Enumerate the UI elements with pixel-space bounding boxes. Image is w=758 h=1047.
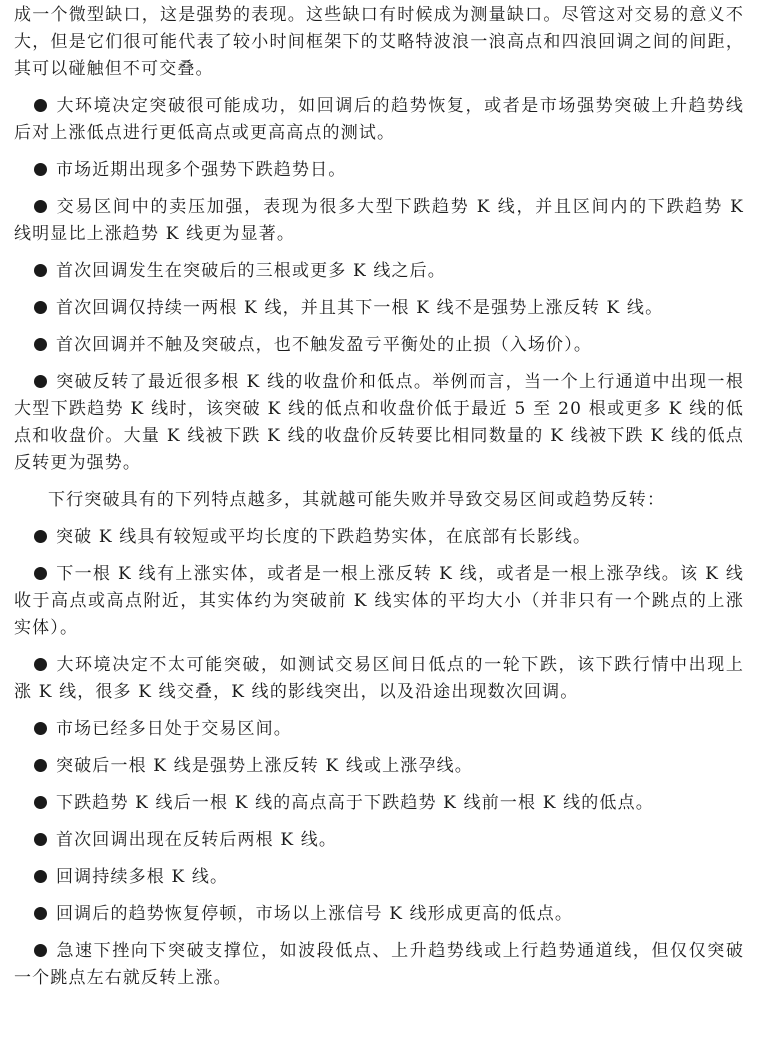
bullet-dot-icon [34,658,47,671]
bullet-dot-icon [34,99,47,112]
bullet-list-item [14,524,744,551]
bullet-text: 回调后的趋势恢复停顿，市场以上涨信号 K 线形成更高的低点。 [56,904,574,924]
bullet-list-item [14,332,744,359]
document-body [14,2,744,992]
bullet-text: 首次回调仅持续一两根 K 线，并且其下一根 K 线不是强势上涨反转 K 线。 [56,298,664,318]
bullet-list-item [14,258,744,285]
bullet-list-item [14,753,744,780]
bullet-text: 大环境决定突破很可能成功，如回调后的趋势恢复，或者是市场强势突破上升趋势线后对上涨低点进行更低高点或更高高点的测试。 [14,96,744,143]
bullet-list-item [14,93,744,147]
body-paragraph [14,2,744,83]
bullet-dot-icon [34,907,47,920]
paragraph-text: 下行突破具有的下列特点越多，其就越可能失败并导致交易区间或趋势反转： [48,490,666,510]
bullet-dot-icon [34,833,47,846]
bullet-text: 下跌趋势 K 线后一根 K 线的高点高于下跌趋势 K 线前一根 K 线的低点。 [56,793,654,813]
bullet-dot-icon [34,870,47,883]
bullet-list-item [14,369,744,477]
bullet-dot-icon [34,944,47,957]
bullet-text: 突破反转了最近很多根 K 线的收盘价和低点。举例而言，当一个上行通道中出现一根大型下跌趋势 K 线时，该突破 K 线的低点和收盘价低于最近 5 至 20 根或更多 K 线的低点和收盘价。大量 K 线被下跌 K 线的收盘价反转要比相同数量的 K 线被下跌 K 线的低点反转更为强势。 [14,372,744,473]
bullet-list-item [14,901,744,928]
paragraph-text: 成一个微型缺口，这是强势的表现。这些缺口有时候成为测量缺口。尽管这对交易的意义不大，但是它们很可能代表了较小时间框架下的艾略特波浪一浪高点和四浪回调之间的间距，其可以碰触但不可交叠。 [14,5,744,79]
bullet-dot-icon [34,163,47,176]
bullet-text: 市场已经多日处于交易区间。 [56,719,292,739]
bullet-text: 下一根 K 线有上涨实体，或者是一根上涨反转 K 线，或者是一根上涨孕线。该 K 线收于高点或高点附近，其实体约为突破前 K 线实体的平均大小（并非只有一个跳点的上涨实体）。 [14,564,744,638]
bullet-dot-icon [34,338,47,351]
bullet-list-item [14,790,744,817]
bullet-list-item [14,864,744,891]
bullet-list-item [14,716,744,743]
bullet-text: 市场近期出现多个强势下跌趋势日。 [56,160,347,180]
body-paragraph [14,487,744,514]
bullet-list-item [14,938,744,992]
bullet-dot-icon [34,301,47,314]
bullet-list-item [14,652,744,706]
bullet-text: 交易区间中的卖压加强，表现为很多大型下跌趋势 K 线，并且区间内的下跌趋势 K 线明显比上涨趋势 K 线更为显著。 [14,197,744,244]
bullet-text: 首次回调发生在突破后的三根或更多 K 线之后。 [56,261,446,281]
bullet-list-item [14,157,744,184]
bullet-text: 突破后一根 K 线是强势上涨反转 K 线或上涨孕线。 [56,756,473,776]
bullet-list-item [14,827,744,854]
bullet-list-item [14,295,744,322]
bullet-list-item [14,561,744,642]
bullet-dot-icon [34,796,47,809]
bullet-dot-icon [34,264,47,277]
bullet-dot-icon [34,759,47,772]
bullet-dot-icon [34,375,47,388]
bullet-dot-icon [34,722,47,735]
bullet-text: 大环境决定不太可能突破，如测试交易区间日低点的一轮下跌，该下跌行情中出现上涨 K 线，很多 K 线交叠，K 线的影线突出，以及沿途出现数次回调。 [14,655,744,702]
bullet-text: 首次回调并不触及突破点，也不触发盈亏平衡处的止损（入场价）。 [56,335,592,355]
bullet-list-item [14,194,744,248]
bullet-text: 首次回调出现在反转后两根 K 线。 [56,830,338,850]
bullet-text: 急速下挫向下突破支撑位，如波段低点、上升趋势线或上行趋势通道线，但仅仅突破一个跳点左右就反转上涨。 [14,941,744,988]
bullet-dot-icon [34,200,47,213]
bullet-dot-icon [34,530,47,543]
bullet-text: 突破 K 线具有较短或平均长度的下跌趋势实体，在底部有长影线。 [56,527,592,547]
bullet-text: 回调持续多根 K 线。 [56,867,229,887]
bullet-dot-icon [34,567,47,580]
